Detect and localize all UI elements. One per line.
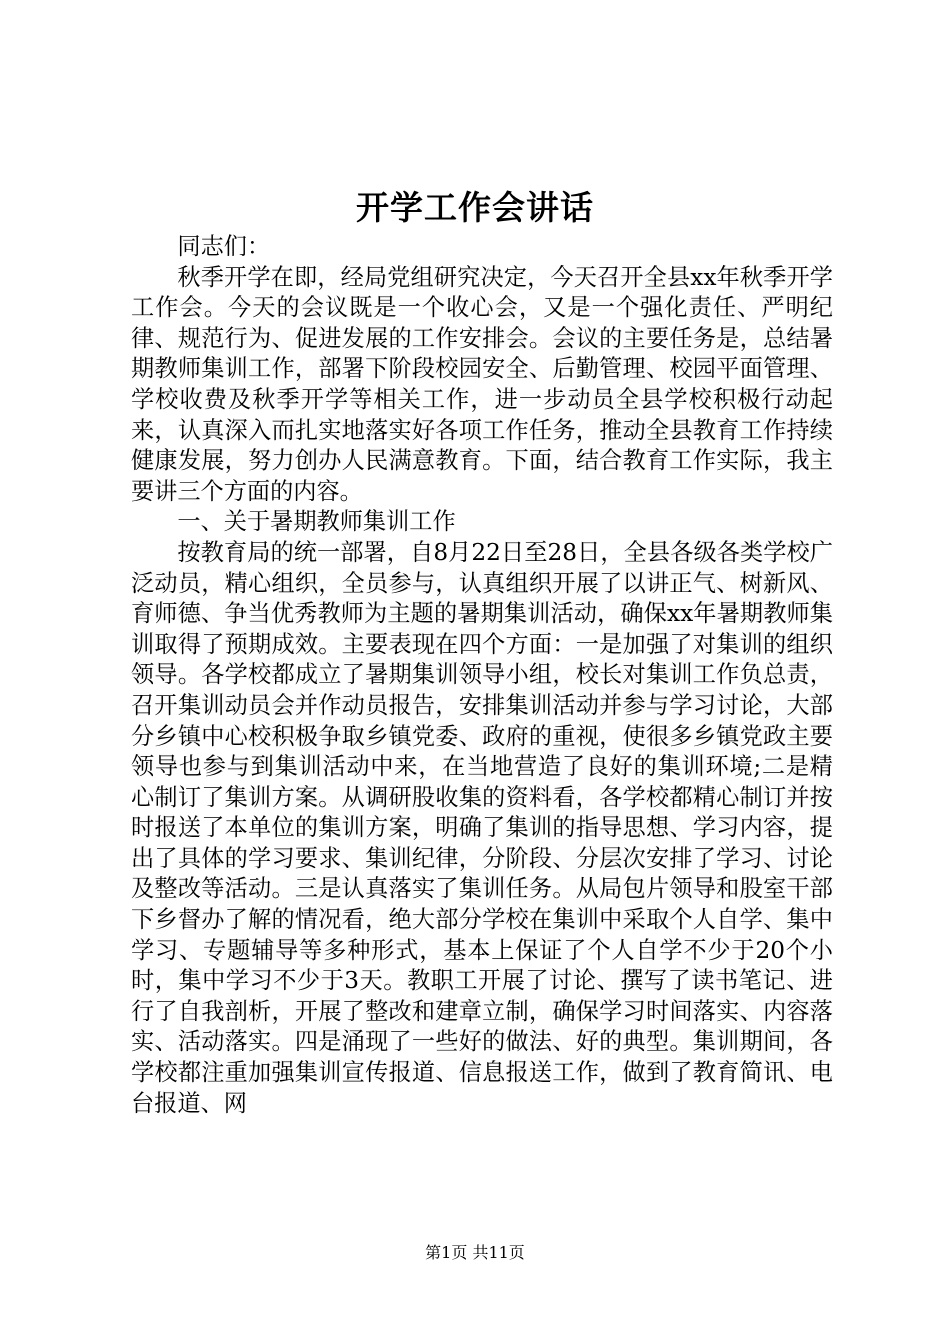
salutation: 同志们： [177, 233, 271, 260]
section-heading: 一、关于暑期教师集训工作 [177, 508, 456, 536]
document-body [131, 232, 833, 1119]
paragraph-training: 按教育局的统一部署，自8月22日至28日，全县各级各类学校广泛动员，精心组织，全员参与，认真组织开展了以讲正气、树新风、育师德、争当优秀教师为主题的暑期集训活动，确保xx年暑期教师集训取得了预期成效。主要表现在四个方面：一是加强了对集训的组织领导。各学校都成立了暑期集训领导小组，校长对集训工作负总责，召开集训动员会并作动员报告，安排集训活动并参与学习讨论，大部分乡镇中心校积极争取乡镇党委、政府的重视，使很多乡镇党政主要领导也参与到集训活动中来，在当地营造了良好的集训环境;二是精心制订了集训方案。从调研股收集的资料看，各学校都精心制订并按时报送了本单位的集训方案，明确了集训的指导思想、学习内容，提出了具体的学习要求、集训纪律，分阶段、分层次安排了学习、讨论及整改等活动。三是认真落实了集训任务。从局包片领导和股室干部下乡督办了解的情况看，绝大部分学校在集训中采取个人自学、集中学习、专题辅导等多种形式，基本上保证了个人自学不少于20个小时，集中学习不少于3天。教职工开展了讨论、撰写了读书笔记、进行了自我剖析，开展了整改和建章立制，确保学习时间落实、内容落实、活动落实。四是涌现了一些好的做法、好的典型。集训期间，各学校都注重加强集训宣传报道、信息报送工作，做到了教育简讯、电台报道、网 [131, 538, 833, 1117]
page-title: 开学工作会讲话 [356, 188, 594, 227]
page-footer: 第1页 共11页 [425, 1243, 525, 1262]
paragraph-intro: 秋季开学在即，经局党组研究决定，今天召开全县xx年秋季开学工作会。今天的会议既是一个收心会，又是一个强化责任、严明纪律、规范行为、促进发展的工作安排会。会议的主要任务是，总结暑期教师集训工作，部署下阶段校园安全、后勤管理、校园平面管理、学校收费及秋季开学等相关工作，进一步动员全县学校积极行动起来，认真深入而扎实地落实好各项工作任务，推动全县教育工作持续健康发展，努力创办人民满意教育。下面，结合教育工作实际，我主要讲三个方面的内容。 [131, 263, 833, 505]
